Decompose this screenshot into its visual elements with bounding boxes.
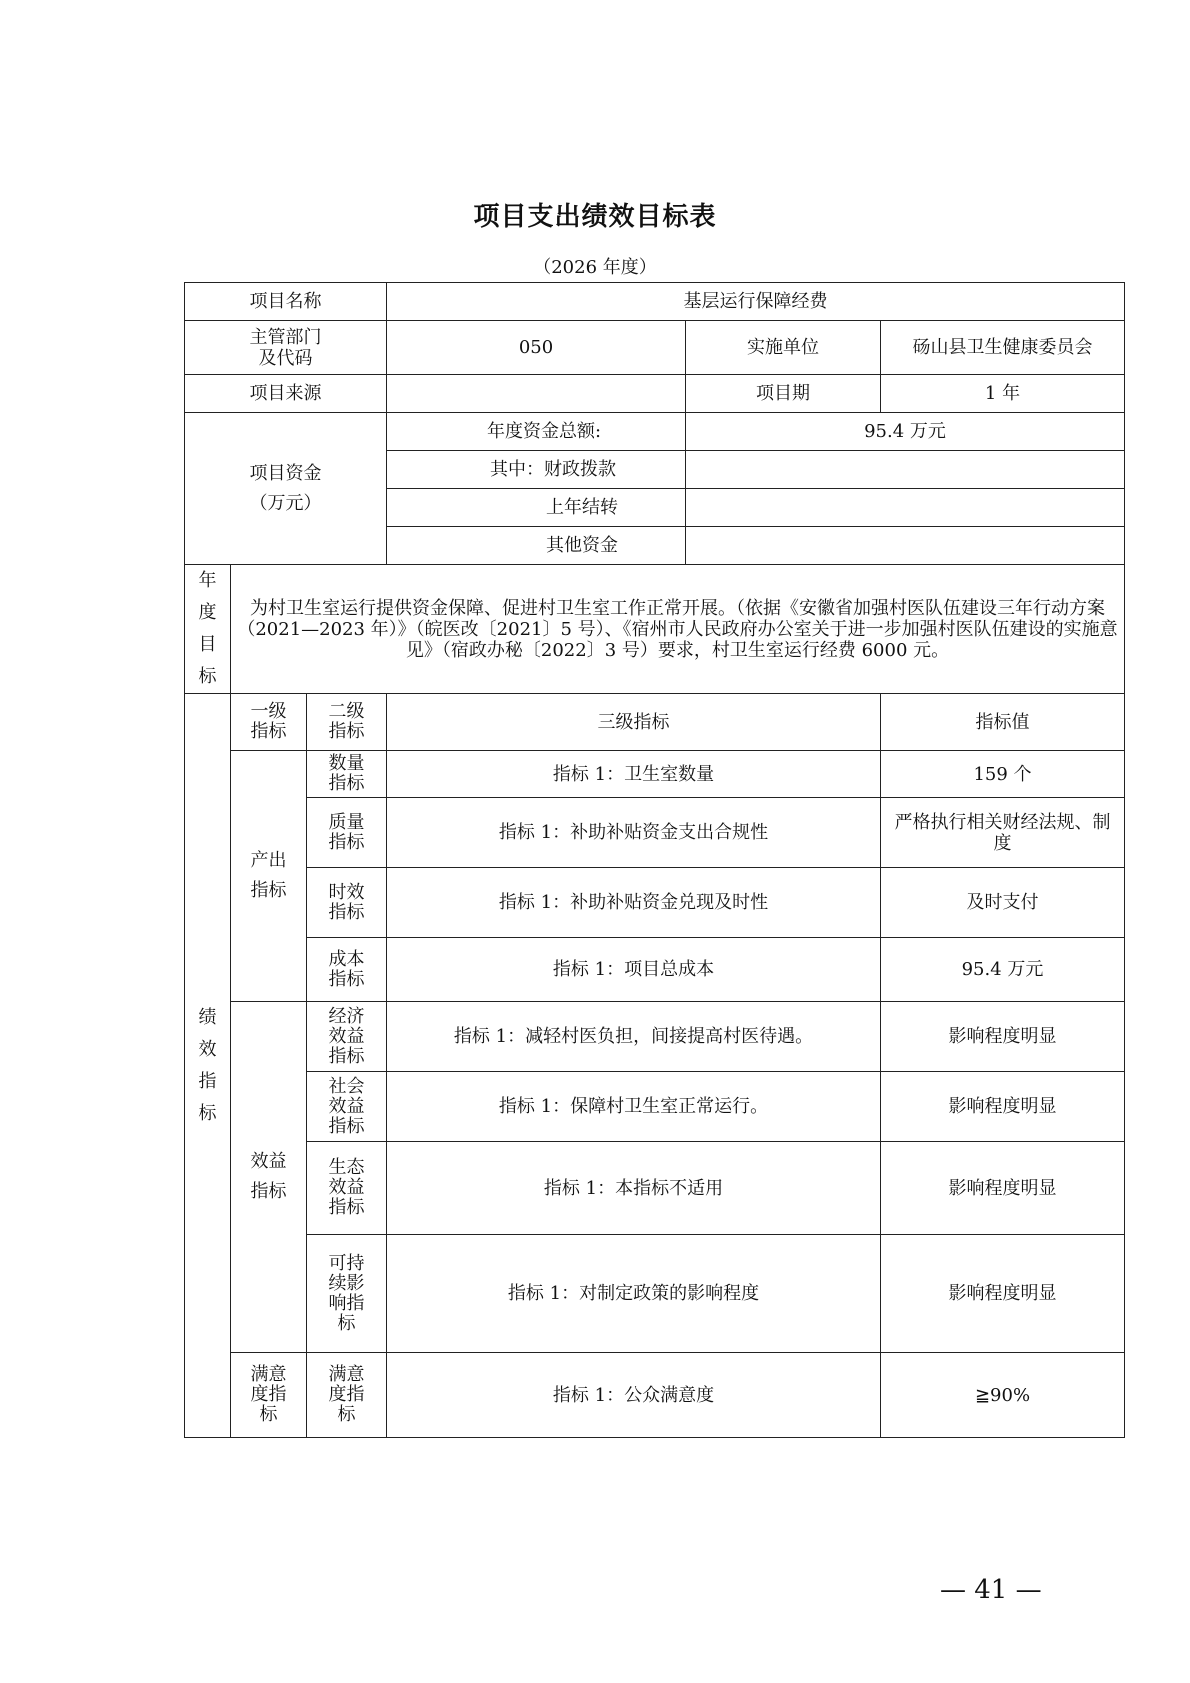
value-cell: 影响程度明显	[881, 1142, 1125, 1235]
funds-label-line2: （万元）	[249, 492, 322, 514]
indicator-section-label: 绩效指标	[185, 694, 231, 1438]
period-label: 项目期	[686, 375, 881, 413]
funds-other-value	[686, 527, 1125, 565]
table-row	[185, 938, 1125, 1002]
funds-carryover-label: 上年结转	[387, 489, 686, 527]
col-level3-header: 三级指标	[387, 694, 881, 751]
level2-cell: 满意度指标	[307, 1353, 387, 1438]
funds-total-label: 年度资金总额:	[387, 413, 686, 451]
level1-cell: 产出指标	[231, 751, 307, 1002]
level3-cell: 指标 1：公众满意度	[387, 1353, 881, 1438]
dept-label-line2: 及代码	[258, 347, 313, 369]
level3-cell: 指标 1：补助补贴资金兑现及时性	[387, 868, 881, 938]
level3-cell: 指标 1：项目总成本	[387, 938, 881, 1002]
value-cell: 影响程度明显	[881, 1072, 1125, 1142]
project-name-label: 项目名称	[185, 283, 387, 321]
funds-total-value: 95.4 万元	[686, 413, 1125, 451]
table-row	[185, 798, 1125, 868]
table-row	[185, 1072, 1125, 1142]
funds-fiscal-value	[686, 451, 1125, 489]
level2-cell: 质量指标	[307, 798, 387, 868]
project-name-value: 基层运行保障经费	[387, 283, 1125, 321]
goal-text: 为村卫生室运行提供资金保障、促进村卫生室工作正常开展。（依据《安徽省加强村医队伍建设三年行动方案（2021—2023 年）》（皖医改〔2021〕5 号）、《宿州市人民政府办公室关于进一步加强村医队伍建设的实施意见》（宿政办秘〔2022〕3 号）要求，村卫生室运行经费 6000 元。	[231, 565, 1125, 694]
performance-table	[184, 282, 1125, 1438]
row-annual-goal	[185, 565, 1125, 694]
level2-cell: 可持续影响指标	[307, 1235, 387, 1353]
funds-label-line1: 项目资金	[249, 462, 322, 484]
level2-cell: 数量指标	[307, 751, 387, 798]
table-row	[185, 751, 1125, 798]
source-label: 项目来源	[185, 375, 387, 413]
level3-cell: 指标 1：减轻村医负担，间接提高村医待遇。	[387, 1002, 881, 1072]
value-cell: 95.4 万元	[881, 938, 1125, 1002]
goal-label: 年度目标	[185, 565, 231, 694]
table-row	[185, 1235, 1125, 1353]
level1-cell: 效益指标	[231, 1002, 307, 1353]
level3-cell: 指标 1：保障村卫生室正常运行。	[387, 1072, 881, 1142]
period-value: 1 年	[881, 375, 1125, 413]
year-label: （2026 年度）	[533, 257, 657, 278]
value-cell: 及时支付	[881, 868, 1125, 938]
impl-unit-label: 实施单位	[686, 321, 881, 375]
level3-cell: 指标 1：本指标不适用	[387, 1142, 881, 1235]
funds-fiscal-label: 其中：财政拨款	[387, 451, 686, 489]
level2-cell: 社会效益指标	[307, 1072, 387, 1142]
row-funds-total	[185, 413, 1125, 451]
funds-carryover-value	[686, 489, 1125, 527]
col-level2-header: 二级指标	[307, 694, 387, 751]
row-source	[185, 375, 1125, 413]
page-title: 项目支出绩效目标表	[473, 202, 717, 232]
level2-cell: 经济效益指标	[307, 1002, 387, 1072]
page-number: — 41 —	[940, 1575, 1042, 1605]
value-cell: 159 个	[881, 751, 1125, 798]
col-value-header: 指标值	[881, 694, 1125, 751]
table-row	[185, 868, 1125, 938]
level2-cell: 生态效益指标	[307, 1142, 387, 1235]
level3-cell: 指标 1：补助补贴资金支出合规性	[387, 798, 881, 868]
table-row	[185, 1142, 1125, 1235]
col-level1-header: 一级指标	[231, 694, 307, 751]
row-department	[185, 321, 1125, 375]
level1-cell: 满意度指标	[231, 1353, 307, 1438]
value-cell: 影响程度明显	[881, 1002, 1125, 1072]
row-project-name	[185, 283, 1125, 321]
table-row	[185, 1353, 1125, 1438]
table-row	[185, 1002, 1125, 1072]
value-cell: 影响程度明显	[881, 1235, 1125, 1353]
source-value	[387, 375, 686, 413]
impl-unit-value: 砀山县卫生健康委员会	[881, 321, 1125, 375]
value-cell: ≧90%	[881, 1353, 1125, 1438]
funds-other-label: 其他资金	[387, 527, 686, 565]
dept-label-line1: 主管部门	[249, 326, 322, 348]
level3-cell: 指标 1：对制定政策的影响程度	[387, 1235, 881, 1353]
row-indicator-header	[185, 694, 1125, 751]
level3-cell: 指标 1：卫生室数量	[387, 751, 881, 798]
level2-cell: 成本指标	[307, 938, 387, 1002]
funds-label	[185, 413, 387, 565]
dept-label	[185, 321, 387, 375]
level2-cell: 时效指标	[307, 868, 387, 938]
value-cell: 严格执行相关财经法规、制度	[881, 798, 1125, 868]
dept-code-value: 050	[387, 321, 686, 375]
